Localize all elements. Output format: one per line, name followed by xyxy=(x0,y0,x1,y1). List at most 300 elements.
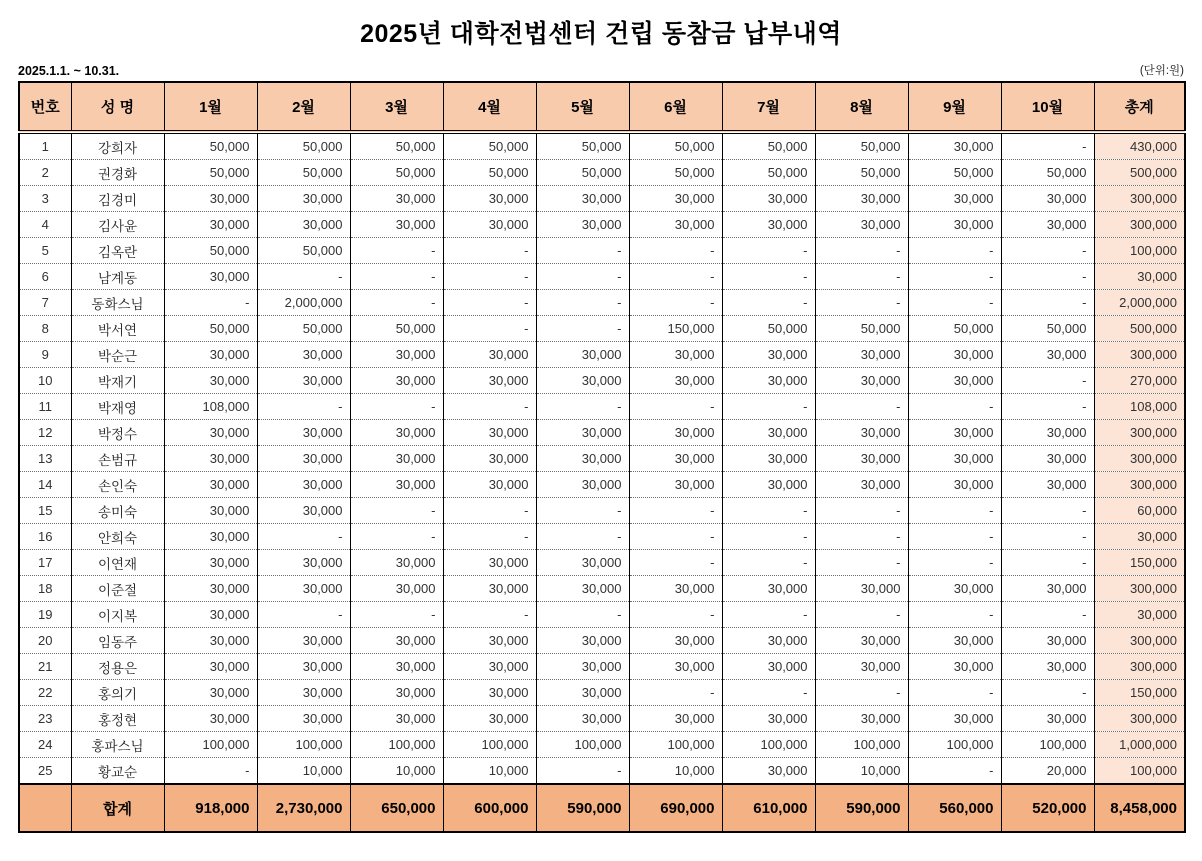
table-row xyxy=(19,732,1185,758)
month-value: 50,000 xyxy=(908,160,1001,186)
month-value: 30,000 xyxy=(908,132,1001,160)
member-name: 손인숙 xyxy=(71,472,164,498)
month-value: 100,000 xyxy=(629,732,722,758)
month-value: 30,000 xyxy=(443,706,536,732)
row-number: 19 xyxy=(19,602,71,628)
row-total: 30,000 xyxy=(1094,524,1185,550)
month-value: 30,000 xyxy=(536,420,629,446)
table-row xyxy=(19,394,1185,420)
month-value: 30,000 xyxy=(722,368,815,394)
month-value: 30,000 xyxy=(1001,186,1094,212)
month-value: 50,000 xyxy=(815,316,908,342)
column-header-name: 성 명 xyxy=(71,82,164,132)
month-value: - xyxy=(629,394,722,420)
month-value: 50,000 xyxy=(629,160,722,186)
month-value: 30,000 xyxy=(164,628,257,654)
month-value: - xyxy=(443,264,536,290)
month-value: 100,000 xyxy=(722,732,815,758)
month-value: - xyxy=(1001,132,1094,160)
row-number: 13 xyxy=(19,446,71,472)
month-value: - xyxy=(1001,524,1094,550)
column-header-month-9: 9월 xyxy=(908,82,1001,132)
month-value: - xyxy=(629,550,722,576)
table-row xyxy=(19,238,1185,264)
month-value: 50,000 xyxy=(164,132,257,160)
month-value: 30,000 xyxy=(536,576,629,602)
row-number: 4 xyxy=(19,212,71,238)
table-row xyxy=(19,472,1185,498)
row-total: 300,000 xyxy=(1094,628,1185,654)
month-value: 30,000 xyxy=(350,550,443,576)
month-value: 50,000 xyxy=(257,316,350,342)
month-value: 30,000 xyxy=(1001,628,1094,654)
table-row xyxy=(19,420,1185,446)
month-value: 30,000 xyxy=(722,186,815,212)
member-name: 홍정현 xyxy=(71,706,164,732)
column-header-month-5: 5월 xyxy=(536,82,629,132)
month-value: 30,000 xyxy=(629,420,722,446)
month-value: 50,000 xyxy=(1001,160,1094,186)
member-name: 박순근 xyxy=(71,342,164,368)
row-number: 9 xyxy=(19,342,71,368)
meta-row xyxy=(18,62,1184,78)
month-value: - xyxy=(908,524,1001,550)
month-value: - xyxy=(350,602,443,628)
member-name: 박서연 xyxy=(71,316,164,342)
month-value: 50,000 xyxy=(350,316,443,342)
month-value: 30,000 xyxy=(257,654,350,680)
month-value: - xyxy=(1001,602,1094,628)
footer-month-total: 690,000 xyxy=(629,784,722,832)
table-row xyxy=(19,186,1185,212)
month-value: 30,000 xyxy=(722,342,815,368)
month-value: - xyxy=(629,524,722,550)
table-row xyxy=(19,498,1185,524)
member-name: 임동주 xyxy=(71,628,164,654)
month-value: 30,000 xyxy=(722,706,815,732)
month-value: - xyxy=(722,550,815,576)
month-value: - xyxy=(629,498,722,524)
month-value: - xyxy=(815,602,908,628)
month-value: 100,000 xyxy=(536,732,629,758)
month-value: 30,000 xyxy=(722,472,815,498)
row-total: 430,000 xyxy=(1094,132,1185,160)
month-value: - xyxy=(536,264,629,290)
month-value: 30,000 xyxy=(164,368,257,394)
month-value: 100,000 xyxy=(257,732,350,758)
month-value: - xyxy=(815,238,908,264)
month-value: - xyxy=(350,524,443,550)
member-name: 이연재 xyxy=(71,550,164,576)
month-value: 30,000 xyxy=(908,342,1001,368)
month-value: 50,000 xyxy=(257,238,350,264)
row-total: 300,000 xyxy=(1094,654,1185,680)
month-value: 30,000 xyxy=(257,186,350,212)
table-row xyxy=(19,212,1185,238)
row-number: 7 xyxy=(19,290,71,316)
month-value: - xyxy=(1001,238,1094,264)
month-value: - xyxy=(815,550,908,576)
month-value: - xyxy=(443,498,536,524)
table-row xyxy=(19,446,1185,472)
month-value: 30,000 xyxy=(164,654,257,680)
row-total: 500,000 xyxy=(1094,160,1185,186)
month-value: 30,000 xyxy=(443,654,536,680)
row-number: 18 xyxy=(19,576,71,602)
month-value: 50,000 xyxy=(722,160,815,186)
month-value: 30,000 xyxy=(629,628,722,654)
month-value: 30,000 xyxy=(350,680,443,706)
month-value: 30,000 xyxy=(164,550,257,576)
month-value: - xyxy=(443,394,536,420)
row-total: 300,000 xyxy=(1094,576,1185,602)
month-value: - xyxy=(164,290,257,316)
month-value: - xyxy=(350,264,443,290)
row-number: 11 xyxy=(19,394,71,420)
month-value: 30,000 xyxy=(536,628,629,654)
month-value: 30,000 xyxy=(536,186,629,212)
month-value: 50,000 xyxy=(815,160,908,186)
month-value: 30,000 xyxy=(908,186,1001,212)
member-name: 황교순 xyxy=(71,758,164,785)
month-value: - xyxy=(908,290,1001,316)
month-value: 30,000 xyxy=(722,420,815,446)
month-value: - xyxy=(350,394,443,420)
month-value: 50,000 xyxy=(443,132,536,160)
footer-month-total: 590,000 xyxy=(536,784,629,832)
month-value: 50,000 xyxy=(350,160,443,186)
month-value: 30,000 xyxy=(908,212,1001,238)
month-value: 30,000 xyxy=(815,706,908,732)
member-name: 남계동 xyxy=(71,264,164,290)
month-value: 30,000 xyxy=(257,420,350,446)
month-value: 50,000 xyxy=(1001,316,1094,342)
month-value: 30,000 xyxy=(629,342,722,368)
month-value: - xyxy=(443,524,536,550)
month-value: - xyxy=(908,550,1001,576)
month-value: 10,000 xyxy=(257,758,350,785)
grand-total: 8,458,000 xyxy=(1094,784,1185,832)
footer-row xyxy=(19,784,1185,832)
month-value: - xyxy=(443,316,536,342)
member-name: 홍의기 xyxy=(71,680,164,706)
month-value: 30,000 xyxy=(443,472,536,498)
table-row xyxy=(19,550,1185,576)
month-value: 30,000 xyxy=(629,212,722,238)
column-header-month-4: 4월 xyxy=(443,82,536,132)
table-row xyxy=(19,264,1185,290)
row-total: 108,000 xyxy=(1094,394,1185,420)
column-header-month-7: 7월 xyxy=(722,82,815,132)
month-value: 50,000 xyxy=(350,132,443,160)
table-row xyxy=(19,342,1185,368)
footer-month-total: 2,730,000 xyxy=(257,784,350,832)
month-value: 30,000 xyxy=(908,472,1001,498)
member-name: 이준절 xyxy=(71,576,164,602)
month-value: 30,000 xyxy=(1001,420,1094,446)
month-value: 30,000 xyxy=(536,342,629,368)
row-total: 30,000 xyxy=(1094,602,1185,628)
row-number: 20 xyxy=(19,628,71,654)
month-value: 30,000 xyxy=(1001,654,1094,680)
column-header-month-8: 8월 xyxy=(815,82,908,132)
month-value: - xyxy=(815,290,908,316)
row-number: 17 xyxy=(19,550,71,576)
month-value: 30,000 xyxy=(629,576,722,602)
month-value: 10,000 xyxy=(815,758,908,785)
member-name: 홍파스님 xyxy=(71,732,164,758)
month-value: 30,000 xyxy=(722,576,815,602)
month-value: 30,000 xyxy=(443,420,536,446)
month-value: - xyxy=(1001,680,1094,706)
member-name: 동화스님 xyxy=(71,290,164,316)
row-total: 300,000 xyxy=(1094,472,1185,498)
column-header-total: 총계 xyxy=(1094,82,1185,132)
month-value: - xyxy=(815,264,908,290)
column-header-month-2: 2월 xyxy=(257,82,350,132)
month-value: 150,000 xyxy=(629,316,722,342)
month-value: 30,000 xyxy=(257,706,350,732)
month-value: - xyxy=(908,758,1001,785)
table-row xyxy=(19,160,1185,186)
month-value: 30,000 xyxy=(722,446,815,472)
month-value: 50,000 xyxy=(536,132,629,160)
member-name: 손범규 xyxy=(71,446,164,472)
month-value: - xyxy=(722,498,815,524)
month-value: 30,000 xyxy=(629,446,722,472)
month-value: 50,000 xyxy=(257,132,350,160)
month-value: 100,000 xyxy=(1001,732,1094,758)
month-value: 30,000 xyxy=(443,186,536,212)
table-row xyxy=(19,758,1185,785)
payment-report-page xyxy=(0,14,1202,833)
month-value: 30,000 xyxy=(815,342,908,368)
month-value: - xyxy=(350,238,443,264)
table-row xyxy=(19,680,1185,706)
unit-label: (단위:원) xyxy=(1139,65,1184,77)
column-header-no: 번호 xyxy=(19,82,71,132)
month-value: 108,000 xyxy=(164,394,257,420)
column-header-month-1: 1월 xyxy=(164,82,257,132)
month-value: 30,000 xyxy=(536,654,629,680)
member-name: 김옥란 xyxy=(71,238,164,264)
month-value: 30,000 xyxy=(1001,706,1094,732)
month-value: - xyxy=(257,602,350,628)
row-total: 1,000,000 xyxy=(1094,732,1185,758)
row-number: 14 xyxy=(19,472,71,498)
row-number: 25 xyxy=(19,758,71,785)
month-value: - xyxy=(536,602,629,628)
month-value: - xyxy=(722,394,815,420)
member-name: 김사윤 xyxy=(71,212,164,238)
footer-month-total: 650,000 xyxy=(350,784,443,832)
month-value: 30,000 xyxy=(908,420,1001,446)
row-total: 150,000 xyxy=(1094,680,1185,706)
row-number: 3 xyxy=(19,186,71,212)
month-value: - xyxy=(257,394,350,420)
month-value: - xyxy=(350,290,443,316)
month-value: - xyxy=(722,680,815,706)
month-value: 30,000 xyxy=(1001,576,1094,602)
table-row xyxy=(19,316,1185,342)
month-value: 30,000 xyxy=(350,446,443,472)
row-total: 60,000 xyxy=(1094,498,1185,524)
month-value: 50,000 xyxy=(815,132,908,160)
month-value: - xyxy=(908,238,1001,264)
row-number: 8 xyxy=(19,316,71,342)
month-value: - xyxy=(536,758,629,785)
month-value: - xyxy=(815,524,908,550)
month-value: 30,000 xyxy=(1001,342,1094,368)
month-value: 30,000 xyxy=(257,212,350,238)
month-value: 30,000 xyxy=(629,368,722,394)
member-name: 박재기 xyxy=(71,368,164,394)
month-value: 30,000 xyxy=(443,342,536,368)
month-value: - xyxy=(1001,394,1094,420)
month-value: 30,000 xyxy=(1001,472,1094,498)
month-value: 30,000 xyxy=(536,680,629,706)
month-value: 30,000 xyxy=(815,420,908,446)
month-value: 30,000 xyxy=(443,368,536,394)
month-value: - xyxy=(722,290,815,316)
row-number: 1 xyxy=(19,132,71,160)
month-value: - xyxy=(536,394,629,420)
header-row xyxy=(19,82,1185,132)
month-value: 30,000 xyxy=(443,628,536,654)
month-value: 30,000 xyxy=(350,368,443,394)
table-row xyxy=(19,706,1185,732)
month-value: 10,000 xyxy=(443,758,536,785)
month-value: 30,000 xyxy=(908,628,1001,654)
month-value: - xyxy=(629,238,722,264)
month-value: 30,000 xyxy=(350,706,443,732)
month-value: - xyxy=(1001,290,1094,316)
month-value: 50,000 xyxy=(164,160,257,186)
month-value: - xyxy=(257,524,350,550)
month-value: 30,000 xyxy=(350,420,443,446)
month-value: - xyxy=(536,498,629,524)
month-value: - xyxy=(908,602,1001,628)
month-value: 30,000 xyxy=(164,498,257,524)
row-number: 6 xyxy=(19,264,71,290)
row-total: 300,000 xyxy=(1094,342,1185,368)
month-value: 30,000 xyxy=(257,628,350,654)
month-value: 30,000 xyxy=(350,472,443,498)
member-name: 이지복 xyxy=(71,602,164,628)
member-name: 정용은 xyxy=(71,654,164,680)
footer-month-total: 600,000 xyxy=(443,784,536,832)
row-number: 10 xyxy=(19,368,71,394)
footer-month-total: 520,000 xyxy=(1001,784,1094,832)
month-value: 30,000 xyxy=(350,628,443,654)
month-value: 2,000,000 xyxy=(257,290,350,316)
month-value: 30,000 xyxy=(257,498,350,524)
footer-month-total: 610,000 xyxy=(722,784,815,832)
month-value: 50,000 xyxy=(536,160,629,186)
month-value: 30,000 xyxy=(257,576,350,602)
month-value: 50,000 xyxy=(257,160,350,186)
table-row xyxy=(19,576,1185,602)
month-value: - xyxy=(1001,368,1094,394)
table-row xyxy=(19,628,1185,654)
month-value: 30,000 xyxy=(815,186,908,212)
column-header-month-10: 10월 xyxy=(1001,82,1094,132)
row-number: 24 xyxy=(19,732,71,758)
row-number: 5 xyxy=(19,238,71,264)
month-value: - xyxy=(443,602,536,628)
month-value: 30,000 xyxy=(815,446,908,472)
month-value: 30,000 xyxy=(164,706,257,732)
member-name: 김경미 xyxy=(71,186,164,212)
month-value: 30,000 xyxy=(815,212,908,238)
month-value: 30,000 xyxy=(443,576,536,602)
table-row xyxy=(19,290,1185,316)
month-value: - xyxy=(629,290,722,316)
row-total: 150,000 xyxy=(1094,550,1185,576)
month-value: 100,000 xyxy=(164,732,257,758)
month-value: 100,000 xyxy=(815,732,908,758)
month-value: 50,000 xyxy=(629,132,722,160)
month-value: - xyxy=(1001,498,1094,524)
month-value: 30,000 xyxy=(164,524,257,550)
month-value: 30,000 xyxy=(722,758,815,785)
month-value: 30,000 xyxy=(815,654,908,680)
month-value: 30,000 xyxy=(908,576,1001,602)
month-value: 30,000 xyxy=(257,446,350,472)
month-value: - xyxy=(536,524,629,550)
month-value: 30,000 xyxy=(536,446,629,472)
row-total: 2,000,000 xyxy=(1094,290,1185,316)
month-value: 30,000 xyxy=(443,212,536,238)
month-value: - xyxy=(908,680,1001,706)
month-value: - xyxy=(1001,550,1094,576)
month-value: 30,000 xyxy=(629,654,722,680)
month-value: 10,000 xyxy=(350,758,443,785)
row-number: 21 xyxy=(19,654,71,680)
month-value: 30,000 xyxy=(629,472,722,498)
month-value: - xyxy=(815,498,908,524)
month-value: 30,000 xyxy=(815,576,908,602)
member-name: 권경화 xyxy=(71,160,164,186)
month-value: - xyxy=(257,264,350,290)
month-value: - xyxy=(536,316,629,342)
payment-table xyxy=(18,81,1186,833)
row-total: 30,000 xyxy=(1094,264,1185,290)
month-value: 30,000 xyxy=(1001,446,1094,472)
month-value: 30,000 xyxy=(908,368,1001,394)
month-value: 30,000 xyxy=(815,628,908,654)
month-value: 30,000 xyxy=(164,472,257,498)
month-value: 30,000 xyxy=(164,342,257,368)
month-value: 30,000 xyxy=(164,186,257,212)
month-value: 30,000 xyxy=(350,342,443,368)
row-number: 22 xyxy=(19,680,71,706)
row-total: 270,000 xyxy=(1094,368,1185,394)
month-value: 50,000 xyxy=(722,316,815,342)
month-value: - xyxy=(443,290,536,316)
month-value: - xyxy=(629,264,722,290)
month-value: 30,000 xyxy=(257,472,350,498)
member-name: 강희자 xyxy=(71,132,164,160)
month-value: 100,000 xyxy=(350,732,443,758)
month-value: 30,000 xyxy=(257,342,350,368)
month-value: 30,000 xyxy=(536,472,629,498)
month-value: 30,000 xyxy=(722,654,815,680)
month-value: 30,000 xyxy=(536,550,629,576)
month-value: 30,000 xyxy=(722,212,815,238)
member-name: 박재영 xyxy=(71,394,164,420)
row-total: 300,000 xyxy=(1094,186,1185,212)
